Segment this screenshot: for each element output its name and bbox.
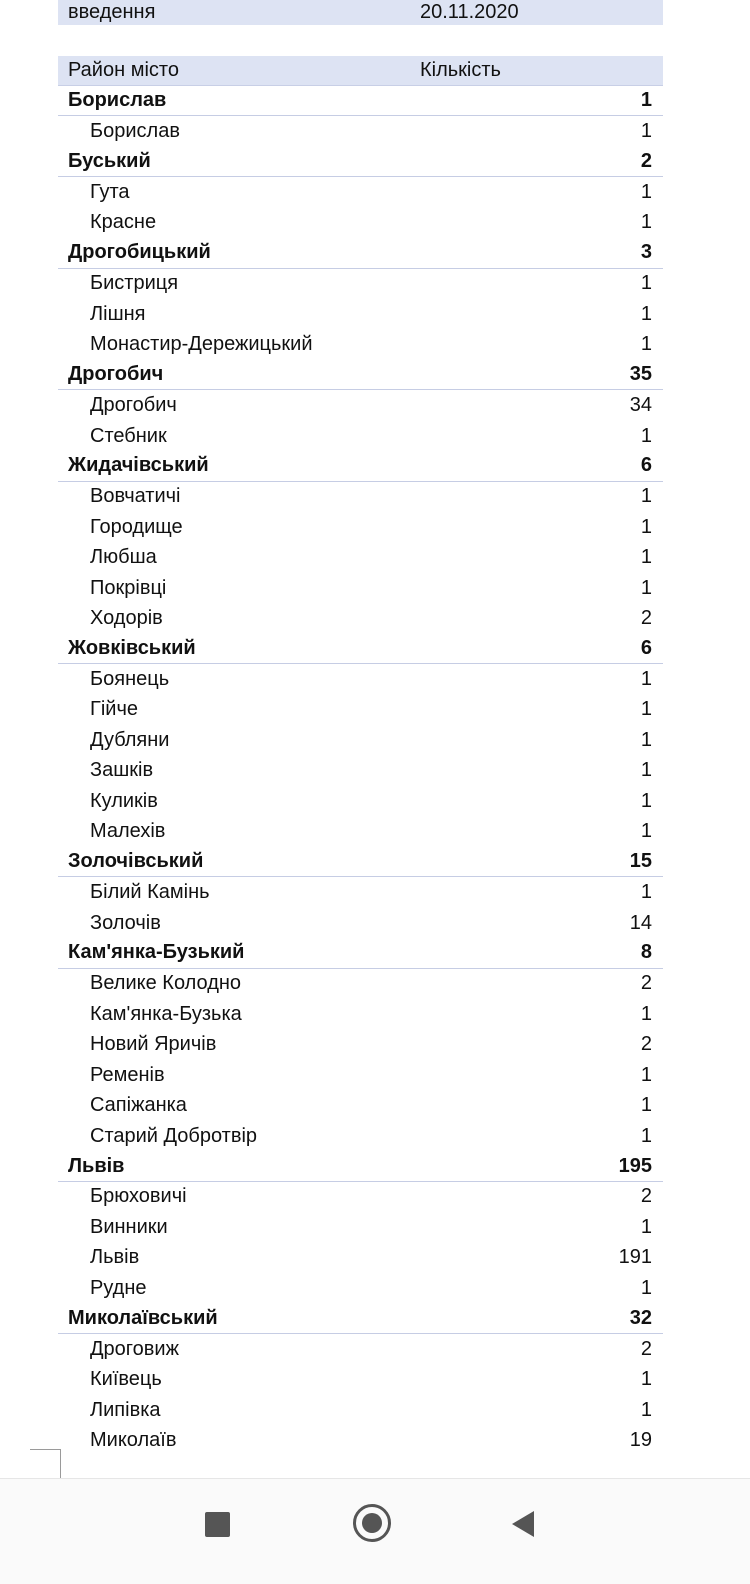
district-row[interactable] [58, 847, 663, 877]
settlement-name: Липівка [90, 1398, 161, 1421]
triangle-back-icon [512, 1511, 534, 1537]
settlement-count: 1 [640, 485, 652, 508]
settlement-row[interactable] [58, 330, 663, 360]
settlement-name: Золочів [90, 911, 161, 934]
settlement-name: Ходорів [90, 607, 163, 630]
back-button[interactable] [508, 1509, 538, 1539]
settlement-name: Лішня [90, 302, 146, 325]
settlement-count: 191 [618, 1246, 652, 1269]
settlement-count: 1 [640, 333, 652, 356]
settlement-row[interactable] [58, 421, 663, 451]
settlement-row[interactable] [58, 908, 663, 938]
settlement-count: 2 [640, 1185, 652, 1208]
settlement-count: 1 [640, 728, 652, 751]
district-row[interactable] [58, 86, 663, 116]
settlement-row[interactable] [58, 756, 663, 786]
settlement-count: 1 [640, 1094, 652, 1117]
settlement-row[interactable] [58, 1212, 663, 1242]
settlement-row[interactable] [58, 1030, 663, 1060]
table-header [58, 56, 663, 86]
settlement-count: 34 [629, 394, 652, 417]
settlement-name: Куликів [90, 789, 158, 812]
district-name: Золочівський [68, 850, 204, 873]
table-body [58, 86, 663, 1456]
settlement-count: 1 [640, 1276, 652, 1299]
settlement-name: Ременів [90, 1063, 165, 1086]
settlement-count: 1 [640, 789, 652, 812]
settlement-name: Борислав [90, 120, 180, 143]
settlement-name: Рудне [90, 1276, 147, 1299]
settlement-count: 2 [640, 972, 652, 995]
settlement-row[interactable] [58, 817, 663, 847]
settlement-name: Білий Камінь [90, 881, 210, 904]
settlement-count: 19 [629, 1428, 652, 1451]
district-name: Миколаївський [68, 1306, 218, 1329]
district-count: 15 [629, 850, 652, 873]
district-count: 8 [640, 941, 652, 964]
settlement-row[interactable] [58, 177, 663, 207]
settlement-name: Київець [90, 1368, 162, 1391]
settlement-name: Зашків [90, 759, 154, 782]
settlement-row[interactable] [58, 603, 663, 633]
settlement-name: Красне [90, 211, 157, 234]
settlement-count: 1 [640, 120, 652, 143]
settlement-name: Монастир-Дережицький [90, 333, 313, 356]
settlement-row[interactable] [58, 1334, 663, 1364]
settlement-row[interactable] [58, 269, 663, 299]
district-row[interactable] [58, 238, 663, 268]
district-count: 195 [618, 1154, 652, 1177]
settlement-row[interactable] [58, 664, 663, 694]
settlement-row[interactable] [58, 390, 663, 420]
settlement-name: Стебник [90, 424, 167, 447]
district-row[interactable] [58, 938, 663, 968]
entry-date-label: введення [68, 1, 156, 23]
settlement-row[interactable] [58, 1364, 663, 1394]
district-name: Жидачівський [68, 454, 209, 477]
settlement-count: 1 [640, 759, 652, 782]
settlement-row[interactable] [58, 1425, 663, 1455]
android-navigation-bar [0, 1478, 750, 1584]
district-count: 6 [640, 637, 652, 660]
settlement-count: 2 [640, 607, 652, 630]
district-count: 35 [629, 363, 652, 386]
settlement-row[interactable] [58, 1121, 663, 1151]
square-icon [205, 1512, 230, 1537]
entry-date-value: 20.11.2020 [420, 1, 519, 23]
district-row[interactable] [58, 147, 663, 177]
settlement-row[interactable] [58, 116, 663, 146]
district-count: 2 [640, 150, 652, 173]
district-row[interactable] [58, 451, 663, 481]
district-count: 1 [640, 89, 652, 112]
settlement-count: 1 [640, 1215, 652, 1238]
settlement-name: Покрівці [90, 576, 167, 599]
settlement-name: Любша [90, 546, 157, 569]
settlement-name: Малехів [90, 820, 166, 843]
settlement-count: 2 [640, 1033, 652, 1056]
circle-icon [353, 1504, 391, 1542]
district-row[interactable] [58, 1304, 663, 1334]
settlement-count: 1 [640, 576, 652, 599]
settlement-count: 1 [640, 668, 652, 691]
settlement-count: 1 [640, 1398, 652, 1421]
district-name: Буський [68, 150, 151, 173]
settlement-name: Гута [90, 181, 130, 204]
settlement-row[interactable] [58, 573, 663, 603]
settlement-row[interactable] [58, 208, 663, 238]
settlement-row[interactable] [58, 543, 663, 573]
settlement-name: Боянець [90, 668, 170, 691]
settlement-name: Винники [90, 1215, 168, 1238]
settlement-count: 1 [640, 820, 652, 843]
settlement-row[interactable] [58, 725, 663, 755]
settlement-row[interactable] [58, 1243, 663, 1273]
settlement-name: Миколаїв [90, 1428, 177, 1451]
settlement-count: 1 [640, 181, 652, 204]
settlement-count: 1 [640, 881, 652, 904]
settlement-count: 1 [640, 1063, 652, 1086]
settlement-row[interactable] [58, 695, 663, 725]
district-name: Кам'янка-Бузький [68, 941, 245, 964]
settlement-count: 1 [640, 272, 652, 295]
settlement-name: Дубляни [90, 728, 170, 751]
recent-apps-button[interactable] [202, 1509, 232, 1539]
district-name: Борислав [68, 89, 167, 112]
settlement-name: Брюховичі [90, 1185, 187, 1208]
settlement-name: Кам'янка-Бузька [90, 1002, 242, 1025]
settlement-count: 1 [640, 698, 652, 721]
settlement-count: 1 [640, 1368, 652, 1391]
settlement-name: Львів [90, 1246, 140, 1269]
page-corner-marker [30, 1449, 61, 1478]
entry-date-row [58, 0, 663, 25]
district-name: Дрогобицький [68, 241, 211, 264]
settlement-name: Старий Добротвір [90, 1124, 258, 1147]
district-table [58, 56, 663, 1456]
column-header-district[interactable]: Район місто [68, 59, 179, 81]
settlement-row[interactable] [58, 299, 663, 329]
settlement-count: 1 [640, 302, 652, 325]
settlement-row[interactable] [58, 786, 663, 816]
settlement-row[interactable] [58, 999, 663, 1029]
settlement-count: 14 [629, 911, 652, 934]
home-button[interactable] [352, 1503, 392, 1543]
settlement-row[interactable] [58, 1182, 663, 1212]
settlement-name: Велике Колодно [90, 972, 242, 995]
settlement-name: Сапіжанка [90, 1094, 187, 1117]
settlement-name: Вовчатичі [90, 485, 181, 508]
district-name: Львів [68, 1154, 125, 1177]
district-name: Жовківський [68, 637, 196, 660]
settlement-name: Гійче [90, 698, 138, 721]
district-count: 6 [640, 454, 652, 477]
settlement-row[interactable] [58, 969, 663, 999]
settlement-name: Городище [90, 515, 183, 538]
district-count: 32 [629, 1306, 652, 1329]
district-count: 3 [640, 241, 652, 264]
settlement-row[interactable] [58, 1090, 663, 1120]
district-row[interactable] [58, 360, 663, 390]
settlement-name: Новий Яричів [90, 1033, 217, 1056]
settlement-count: 1 [640, 1002, 652, 1025]
settlement-count: 1 [640, 211, 652, 234]
settlement-row[interactable] [58, 1395, 663, 1425]
district-name: Дрогобич [68, 363, 164, 386]
settlement-count: 1 [640, 515, 652, 538]
column-header-count[interactable]: Кількість [420, 59, 501, 81]
settlement-count: 2 [640, 1337, 652, 1360]
settlement-name: Бистриця [90, 272, 179, 295]
settlement-row[interactable] [58, 1060, 663, 1090]
district-row[interactable] [58, 1151, 663, 1181]
settlement-row[interactable] [58, 482, 663, 512]
settlement-row[interactable] [58, 877, 663, 907]
district-row[interactable] [58, 634, 663, 664]
settlement-count: 1 [640, 546, 652, 569]
settlement-name: Дроговиж [90, 1337, 179, 1360]
settlement-count: 1 [640, 1124, 652, 1147]
settlement-name: Дрогобич [90, 394, 177, 417]
settlement-count: 1 [640, 424, 652, 447]
settlement-row[interactable] [58, 1273, 663, 1303]
settlement-row[interactable] [58, 512, 663, 542]
